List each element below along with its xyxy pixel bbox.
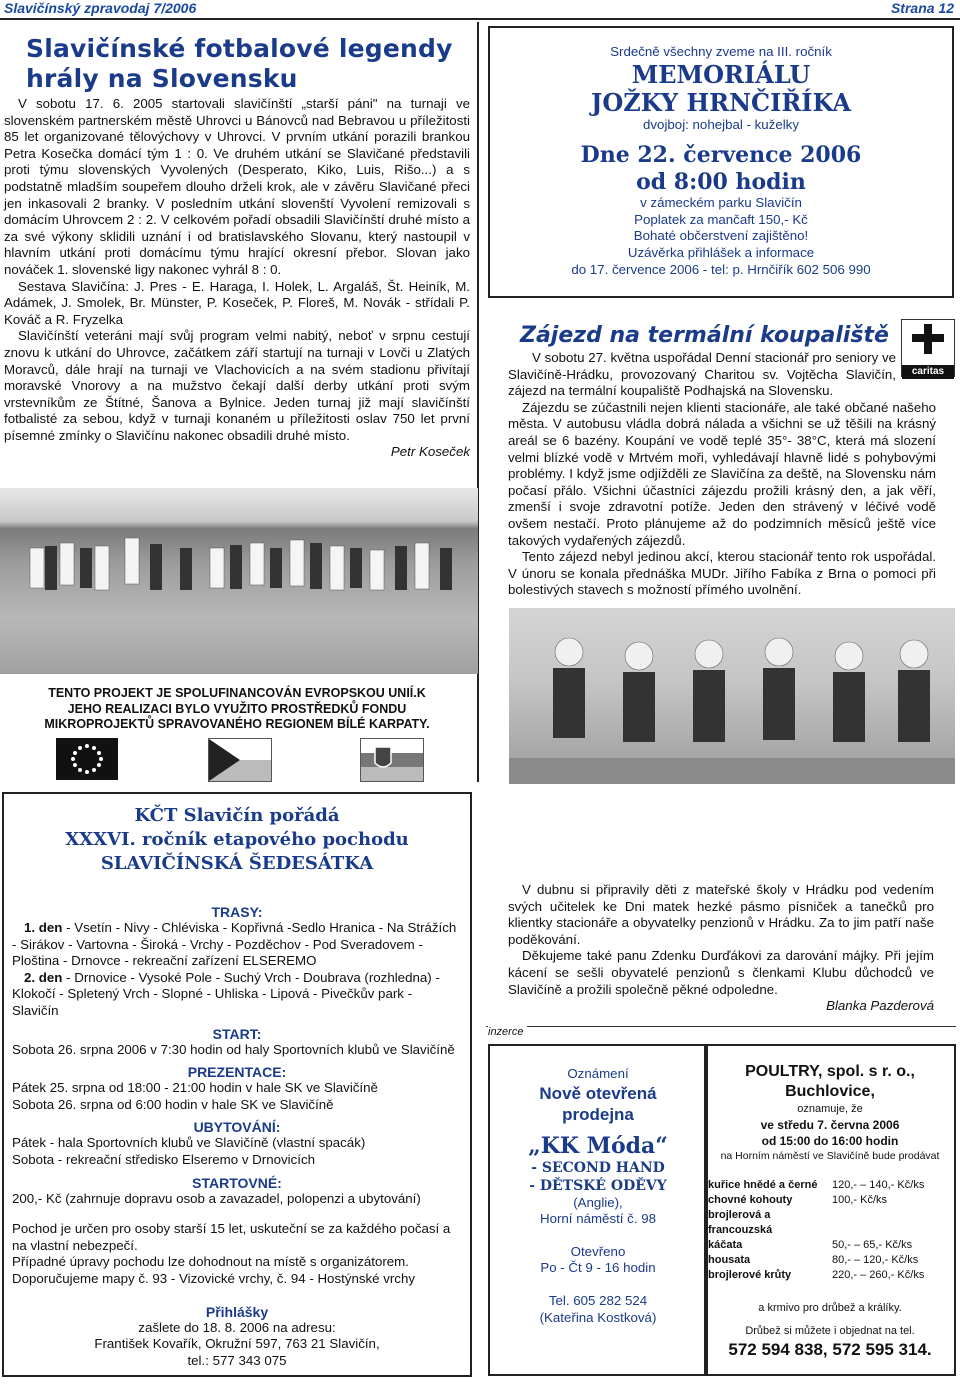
kct-day1-label: 1. den — [24, 920, 63, 935]
poultry-item: brojlerové krůty — [708, 1269, 792, 1281]
caritas-cross-icon — [902, 320, 954, 360]
poultry-company: POULTRY, spol. s r. o., — [745, 1063, 915, 1080]
poultry-ad — [704, 1044, 956, 1376]
memorial-time: od 8:00 hodin — [636, 169, 806, 196]
poultry-item: kuřice hnědé a černé — [708, 1179, 818, 1191]
kct-fee: 200,- Kč (zahrnuje dopravu osob a zavazadel, polopenzi a ubytování) — [12, 1190, 421, 1206]
kct-day1 — [12, 920, 462, 970]
poultry-date: ve středu 7. června 2006 — [760, 1118, 900, 1132]
eu-notice-line: TENTO PROJEKT JE SPOLUFINANCOVÁN EVROPSKOU UNIÍ.K — [48, 686, 426, 700]
memorial-title: MEMORIÁLU — [631, 59, 811, 89]
kk-moda-ad — [488, 1044, 708, 1376]
kct-edition: XXXVI. ročník etapového pochodu — [65, 829, 409, 850]
shop-headline: Nově otevřená — [539, 1083, 657, 1103]
memorial-name: JOŽKY HRNČIŘÍKA — [590, 87, 852, 117]
slovak-flag-icon — [360, 738, 424, 782]
kct-accommodation: Sobota - rekreační středisko Elseremo v Drnovicích — [12, 1151, 315, 1167]
shop-phone: Tel. 605 282 524 — [548, 1292, 648, 1308]
table-row — [706, 1178, 926, 1193]
article-paragraph: V sobotu 17. 6. 2005 startovali slavičínští „starší páni" na turnaji ve slovenském partnerském městě Uhrovci u Bánovců nad Bebravou u příležitosti 85 let organizované tělovýchovy v Uhrovci. V prvním utkání porazili brankou Petra Kosečka domácí tým 1 : 0. Ve druhém utkání se Slavičané představili proti týmu slovenských Vyvolených (Desperato, Kiko, Luis, Rišo...) a s podstatně mladším soupeřem dlouho drželi krok, ale v závěru Slavičané přeci jen inkasovali 2 branky. V posledním utkání slovenští Vyvolení remizovali s domácím Uhrovcem 2 : 2. V celkovém pořadí obsadili Slavičínští druhé místo a za své výkony sklidili uznání i od bratislavského Slovanu, který nastoupil v hlavním utkání proti domácímu týmu hrající okresní přebor. Slovan jako nováček 1. slovenské ligy nakonec vyhrál 8 : 0. — [4, 96, 470, 277]
poultry-item: brojlerová a francouzská — [708, 1209, 773, 1236]
kct-event-name: SLAVIČÍNSKÁ ŠEDESÁTKA — [100, 853, 374, 874]
caritas-logo — [901, 319, 955, 377]
page-header — [0, 0, 960, 20]
football-team-photo-drawing — [0, 488, 478, 674]
poultry-price: 120,- – 140,- Kč/ks — [832, 1179, 925, 1191]
kct-registration: Pátek 25. srpna od 18:00 - 21:00 hodin v hale SK ve Slavičíně — [12, 1080, 378, 1096]
article-lineup: Sestava Slavičína: J. Pres - E. Haraga, I. Holek, L. Argaláš, Št. Heiník, M. Adámek, J. Smolek, Br. Münster, P. Koseček, P. Floreš, M. Novák - střídali P. Kováč a R. Fryzelka — [4, 278, 470, 327]
kct-phone: tel.: 577 343 075 — [187, 1352, 287, 1368]
poultry-item: housata — [708, 1254, 751, 1266]
kct-accommodation-heading: UBYTOVÁNÍ: — [193, 1119, 281, 1136]
poultry-price: 220,- – 260,- Kč/ks — [832, 1269, 925, 1281]
shop-name: „KK Móda“ — [528, 1132, 668, 1159]
kct-organizer: KČT Slavičín pořádá — [134, 805, 340, 826]
kct-day2-label: 2. den — [24, 969, 63, 985]
memorial-contact: do 17. července 2006 - tel: p. Hrnčiřík 602 506 990 — [571, 261, 871, 277]
poultry-time: od 15:00 do 16:00 hodin — [761, 1134, 899, 1148]
memorial-invite: Srdečně všechny zveme na III. ročník — [610, 44, 832, 59]
memorial-announcement — [488, 26, 954, 298]
kct-routes-heading: TRASY: — [211, 904, 263, 920]
memorial-fee: Poplatek za mančaft 150,- Kč — [634, 211, 808, 227]
kct-start: Sobota 26. srpna 2006 v 7:30 hodin od haly Sportovních klubů ve Slavičíně — [12, 1041, 455, 1057]
table-row — [706, 1268, 926, 1283]
thanks-paragraph: Děkujeme také panu Zdenku Durďákovi za darování májky. Při jejím kácení se sešli obyvatelé penzionů s členkami Klubu důchodců ve Slavičíně a prožili společně pěkné odpoledne. — [508, 948, 934, 997]
shop-notice: Oznámení — [567, 1066, 629, 1081]
shop-headline: prodejna — [562, 1104, 634, 1124]
poultry-order: Drůbež si můžete i objednat na tel. — [745, 1325, 915, 1337]
trip-paragraph: V sobotu 27. května uspořádal Denní stacionář pro seniory ve Slavičíně-Hrádku, provozovaný Charitou sv. Vojtěcha Slavičín, zájezd na termální koupaliště Podhajská na Slovensku. — [508, 350, 896, 399]
memorial-discipline: dvojboj: nohejbal - kuželky — [643, 116, 799, 132]
poultry-price: 80,- – 120,- Kč/ks — [832, 1254, 919, 1266]
poultry-price: 50,- – 65,- Kč/ks — [832, 1239, 913, 1251]
kct-note: Doporučujeme mapy č. 93 - Vizovické vrchy, č. 94 - Hostýnské vrchy — [12, 1270, 415, 1286]
kct-address: František Kovařík, Okružní 597, 763 21 Slavičín, — [94, 1336, 380, 1352]
eu-notice — [4, 686, 470, 733]
kct-registration-heading: PREZENTACE: — [187, 1064, 287, 1081]
thanks-article — [508, 882, 934, 1015]
kct-day1-route: - Vsetín - Nivy - Chléviska - Kopřivná -Sedlo Hranica - Na Strážích - Sirákov - Vartovna - Široká - Vrchy - Pozděchov - Pod Sveradovem - Ploština - Drnovce - rekreační zařízení ELSEREMO — [12, 920, 457, 969]
memorial-deadline: Uzávěrka přihlášek a informace — [627, 244, 815, 260]
kct-registration: Sobota 26. srpna od 6:00 hodin v hale SK ve Slavičíně — [12, 1096, 334, 1112]
article-author: Petr Koseček — [390, 444, 470, 460]
poultry-price — [830, 1208, 926, 1238]
thanks-paragraph: V dubnu si připravily děti z mateřské školy v Hrádku pod vedením svých učitelek ke Dni matek hezké pásmo písniček a tanečků pro klientky stacionáře a obyvatelky penzionů v Hrádku. Za to jim patří naše poděkování. — [508, 882, 934, 947]
article-title: Slavičínské fotbalové legendy hrály na Slovensku — [26, 34, 453, 93]
poultry-item: chovné kohouty — [708, 1194, 793, 1206]
page-number: Strana 12 — [890, 0, 954, 16]
kct-day2-route: - Drnovice - Vysoké Pole - Suchý Vrch - Doubrava (rozhledna) - Klokočí - Spletený Vrch - Slopné - Uhliska - Lipová - Pivečkův park - Slavičín — [12, 969, 440, 1018]
kct-applications-heading: Přihlášky — [205, 1303, 269, 1320]
memorial-place: v zámeckém parku Slavičín — [640, 195, 802, 211]
shop-contact: (Kateřina Kostková) — [539, 1309, 657, 1325]
kct-note: Pochod je určen pro osoby starší 15 let, uskuteční se za každého počasí a na vlastní nebezpečí. — [12, 1221, 451, 1253]
poultry-price-table — [706, 1178, 926, 1283]
ads-divider — [486, 1026, 956, 1027]
poultry-place: na Horním náměstí ve Slavičíně bude prodávat — [720, 1150, 940, 1162]
czech-flag-icon — [208, 738, 272, 782]
football-article — [4, 34, 470, 461]
table-row — [706, 1238, 926, 1253]
memorial-date: Dne 22. července 2006 — [580, 142, 862, 169]
kct-note: Případné úpravy pochodu lze dohodnout na místě s organizátorem. — [12, 1254, 409, 1270]
football-team-photo — [0, 488, 478, 674]
shop-category: - DĚTSKÉ ODĚVY — [529, 1177, 667, 1194]
shop-open-label: Otevřeno — [570, 1243, 626, 1259]
kct-applications: zašlete do 18. 8. 2006 na adresu: — [138, 1319, 336, 1335]
table-row — [706, 1193, 926, 1208]
poultry-feed: a krmivo pro drůbež a králíky. — [758, 1302, 902, 1314]
ads-label: inzerce — [488, 1026, 527, 1038]
kindergarten-photo — [509, 608, 955, 784]
poultry-phone: 572 594 838, 572 595 314. — [728, 1340, 932, 1359]
shop-origin: (Anglie), — [573, 1194, 623, 1210]
shop-category: - SECOND HAND — [531, 1159, 665, 1176]
kct-day2 — [12, 970, 462, 1020]
slovak-flag-shape — [361, 739, 423, 781]
thanks-author: Blanka Pazderová — [826, 998, 934, 1014]
trip-article — [508, 322, 936, 599]
kct-fee-heading: STARTOVNÉ: — [192, 1174, 282, 1191]
eu-flag-icon — [56, 738, 118, 780]
memorial-refreshment: Bohaté občerstvení zajištěno! — [633, 228, 809, 244]
article-paragraph: Slavičínští veteráni mají svůj program velmi nabitý, neboť v srpnu cestují znovu k utkání do Uhrovce, začátkem září startují na turnaji v Lovči u Zlatých Moravců, dále hrají na turnaji ve Vlachovicích a na svém stadionu přivítají moravské Vnorovy a na mužstvo čekají další derby utkání proti svým vrstevníkům ze Štítné, Šanova a Bylnice. Jeden turnaj již mají slavičínští fotbalisté za sebou, když v turnaji konaném u příležitosti oslav 750 let první písemné zmínky o Slavičínu nakonec obsadili druhé místo. — [4, 328, 470, 443]
newsletter-name: Slavičínský zpravodaj 7/2006 — [4, 0, 197, 16]
trip-paragraph: Tento zájezd nebyl jedinou akcí, kterou stacionář tento rok uspořádal. V únoru se konala přednáška MUDr. Jiřího Fabíka z Brna o pomoci při bolestivých stavech s možností přímého uvolnění. — [508, 549, 936, 598]
poultry-price: 100,- Kč/ks — [832, 1194, 888, 1206]
shop-hours: Po - Čt 9 - 16 hodin — [540, 1260, 656, 1276]
poultry-town: Buchlovice, — [785, 1083, 875, 1100]
trip-paragraph: Zájezdu se zúčastnili nejen klienti stacionáře, ale také občané našeho města. V autobusu vládla dobrá nálada a všichni se už těšili na krásný areál se 6 bazény. Koupání ve vodě teplé 35°- 38°C, která má slození velmi blízké vodě v Mrtvém moři, vyhledávají hlavně lidé s pohybovými problémy. I když jsme odjížděli ze Slavičína za deště, na Slovensku nám počasí přálo. Všichni účastníci zájezdu prožili krásný den, a jak věří, zmenší i svoje zdravotní potíže. Jeden den strávený v léčivé vodě ovšem nestačí. Proto plánujeme až do podzimních měsíců ještě více takových vydařených zájezdů. — [508, 399, 936, 548]
poultry-announces: oznamuje, že — [797, 1103, 863, 1115]
trip-title: Zájezd na termální koupaliště — [520, 323, 889, 348]
caritas-logo-text: caritas — [902, 365, 954, 379]
kct-hike-announcement — [2, 792, 472, 1377]
poultry-item: káčata — [708, 1239, 743, 1251]
shop-address: Horní náměstí č. 98 — [539, 1211, 657, 1227]
eu-notice-line: MIKROPROJEKTŮ SPRAVOVANÉHO REGIONEM BÍLÉ KARPATY. — [44, 717, 430, 731]
eu-notice-line: JEHO REALIZACI BYLO VYUŽITO PROSTŘEDKŮ FONDU — [67, 701, 407, 716]
table-row — [706, 1253, 926, 1268]
kct-accommodation: Pátek - hala Sportovních klubů ve Slavičíně (vlastní spacák) — [12, 1135, 366, 1151]
czech-flag-shape — [209, 739, 271, 781]
eu-stars-icon — [56, 738, 118, 780]
table-row — [706, 1208, 926, 1238]
kindergarten-photo-drawing — [509, 608, 955, 784]
kct-start-heading: START: — [212, 1025, 262, 1042]
